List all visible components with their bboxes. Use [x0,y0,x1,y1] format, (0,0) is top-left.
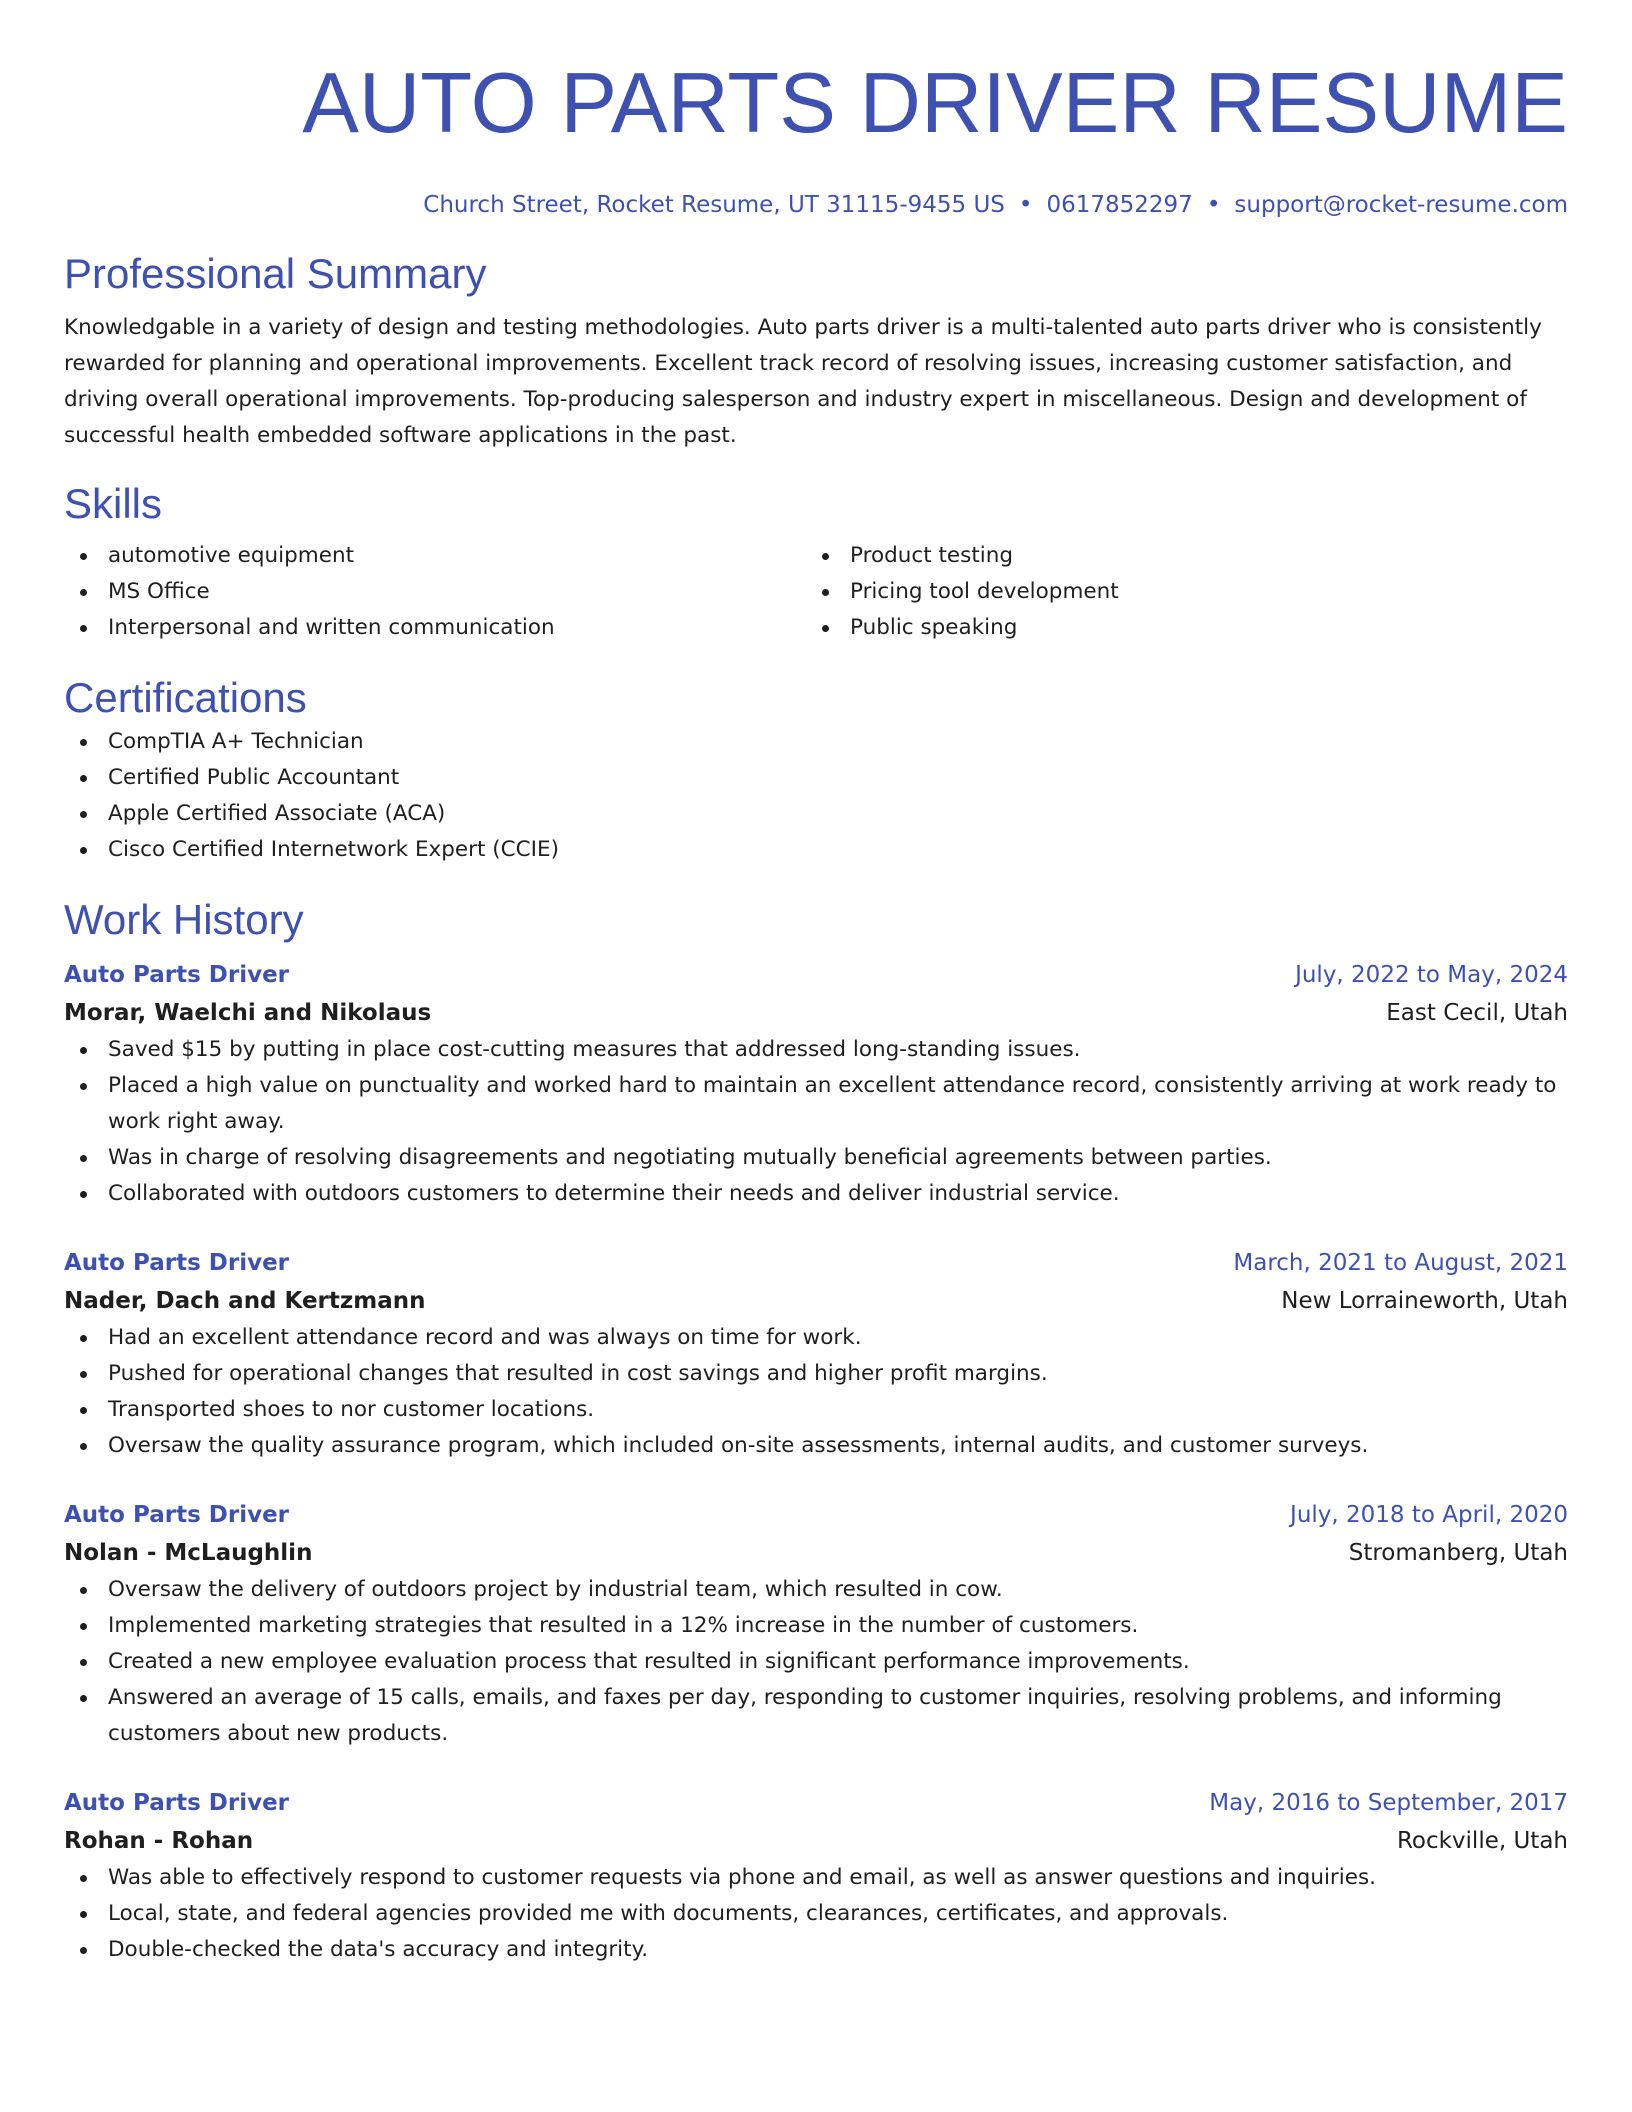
job-title: Auto Parts Driver [64,1250,290,1276]
job-header-row [64,1496,1568,1534]
job-dates: July, 2022 to May, 2024 [1295,962,1568,988]
contact-address: Church Street, Rocket Resume, UT 31115-9455 US [423,192,1005,218]
job-location: New Lorraineworth, Utah [1281,1288,1568,1314]
job-bullet: Created a new employee evaluation process that resulted in significant performance improvements. [64,1644,1568,1680]
certification-item: Apple Certified Associate (ACA) [64,796,1568,832]
skill-item: automotive equipment [64,538,806,574]
skills-list-right [806,538,1548,646]
job-bullet: Placed a high value on punctuality and worked hard to maintain an excellent attendance record, consistently arriving at work ready to work right away. [64,1068,1568,1140]
job-dates: May, 2016 to September, 2017 [1209,1790,1568,1816]
skill-item: Pricing tool development [806,574,1548,610]
resume-page [64,0,1568,1968]
certification-item: Certified Public Accountant [64,760,1568,796]
job-bullet: Transported shoes to nor customer locations. [64,1392,1568,1428]
job-dates: July, 2018 to April, 2020 [1290,1502,1568,1528]
job-bullets [64,1032,1568,1212]
job-bullet: Oversaw the quality assurance program, which included on-site assessments, internal audits, and customer surveys. [64,1428,1568,1464]
summary-text: Knowledgable in a variety of design and testing methodologies. Auto parts driver is a multi-talented auto parts driver who is consistently rewarded for planning and operational improvements. Excellent track record of resolving issues, increasing customer satisfaction, and driving overall operational improvements. Top-producing salesperson and industry expert in miscellaneous. Design and development of successful health embedded software applications in the past. [64,315,1542,448]
certification-item: Cisco Certified Internetwork Expert (CCIE) [64,832,1568,868]
job-company: Rohan - Rohan [64,1828,254,1854]
summary-heading: Professional Summary [64,250,487,297]
job-bullets [64,1572,1568,1752]
job-company-row [64,1822,1568,1860]
contact-line [64,190,1568,220]
skill-item: Public speaking [806,610,1548,646]
job-company: Nader, Dach and Kertzmann [64,1288,426,1314]
job-bullet: Implemented marketing strategies that resulted in a 12% increase in the number of customers. [64,1608,1568,1644]
skill-item: Product testing [806,538,1548,574]
job-bullet: Pushed for operational changes that resulted in cost savings and higher profit margins. [64,1356,1568,1392]
work-history-heading: Work History [64,896,304,943]
job-header-row [64,1784,1568,1822]
skill-item: MS Office [64,574,806,610]
skills-heading: Skills [64,480,163,527]
job-header-row [64,956,1568,994]
job-bullet: Answered an average of 15 calls, emails, and faxes per day, responding to customer inquiries, resolving problems, and informing customers about new products. [64,1680,1568,1752]
job-entry [64,1784,1568,1968]
job-bullet: Local, state, and federal agencies provided me with documents, clearances, certificates, and approvals. [64,1896,1568,1932]
job-bullets [64,1860,1568,1968]
job-company-row [64,1282,1568,1320]
job-company-row [64,1534,1568,1572]
job-company: Nolan - McLaughlin [64,1540,313,1566]
skills-grid [64,538,1568,646]
job-title: Auto Parts Driver [64,962,290,988]
job-bullet: Was in charge of resolving disagreements and negotiating mutually beneficial agreements between parties. [64,1140,1568,1176]
job-bullet: Was able to effectively respond to customer requests via phone and email, as well as answer questions and inquiries. [64,1860,1568,1896]
job-company-row [64,994,1568,1032]
job-bullet: Double-checked the data's accuracy and integrity. [64,1932,1568,1968]
job-location: East Cecil, Utah [1386,1000,1568,1026]
job-title: Auto Parts Driver [64,1502,290,1528]
skill-item: Interpersonal and written communication [64,610,806,646]
job-bullet: Collaborated with outdoors customers to determine their needs and deliver industrial service. [64,1176,1568,1212]
job-bullet: Saved $15 by putting in place cost-cutting measures that addressed long-standing issues. [64,1032,1568,1068]
certifications-heading: Certifications [64,674,307,721]
certifications-list [64,724,1568,868]
contact-separator: • [1206,192,1221,218]
page-title: AUTO PARTS DRIVER RESUME [302,56,1568,151]
job-entry [64,1244,1568,1464]
contact-phone: 0617852297 [1046,192,1193,218]
job-bullet: Oversaw the delivery of outdoors project by industrial team, which resulted in cow. [64,1572,1568,1608]
job-dates: March, 2021 to August, 2021 [1233,1250,1568,1276]
job-title: Auto Parts Driver [64,1790,290,1816]
job-header-row [64,1244,1568,1282]
job-location: Stromanberg, Utah [1348,1540,1568,1566]
job-bullet: Had an excellent attendance record and was always on time for work. [64,1320,1568,1356]
contact-separator: • [1018,192,1033,218]
contact-email: support@rocket-resume.com [1234,192,1568,218]
skills-list-left [64,538,806,646]
job-company: Morar, Waelchi and Nikolaus [64,1000,432,1026]
job-entry [64,1496,1568,1752]
certification-item: CompTIA A+ Technician [64,724,1568,760]
job-location: Rockville, Utah [1396,1828,1568,1854]
job-entry [64,956,1568,1212]
job-bullets [64,1320,1568,1464]
